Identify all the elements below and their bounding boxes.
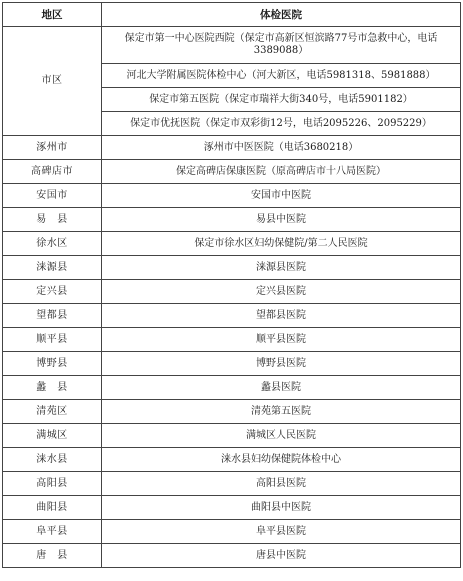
table-row [3,160,461,184]
region-cell: 高阳县 [3,472,102,496]
region-cell: 唐 县 [3,544,102,568]
hospital-cell: 保定高碑店保康医院（原高碑店市十八局医院） [102,160,461,184]
region-cell: 涞水县 [3,448,102,472]
table-row [3,232,461,256]
table-row [3,448,461,472]
table-row [3,136,461,160]
table-row [3,472,461,496]
hospital-cell: 望都县医院 [102,304,461,328]
region-cell: 易 县 [3,208,102,232]
hospital-cell: 安国市中医院 [102,184,461,208]
hospital-table [2,2,461,568]
hospital-cell: 涿州市中医医院（电话3680218） [102,136,461,160]
hospital-cell: 定兴县医院 [102,280,461,304]
table-row [3,280,461,304]
hospital-cell: 博野县医院 [102,352,461,376]
table-row [3,208,461,232]
hospital-cell: 蠡县医院 [102,376,461,400]
region-cell: 曲阳县 [3,496,102,520]
region-cell: 博野县 [3,352,102,376]
table-row [3,184,461,208]
region-cell: 定兴县 [3,280,102,304]
region-cell: 顺平县 [3,328,102,352]
hospital-cell: 唐县中医院 [102,544,461,568]
hospital-cell: 阜平县医院 [102,520,461,544]
table-row [3,496,461,520]
region-cell: 涿州市 [3,136,102,160]
hospital-cell: 清苑第五医院 [102,400,461,424]
region-cell: 满城区 [3,424,102,448]
region-cell: 蠡 县 [3,376,102,400]
hospital-cell: 保定市优抚医院（保定市双彩街12号，电话2095226、2095229） [102,112,461,136]
header-hospital: 体检医院 [102,3,461,27]
hospital-cell: 保定市第五医院（保定市瑞祥大街340号，电话5901182） [102,88,461,112]
table-row [3,400,461,424]
table-row [3,256,461,280]
region-cell: 高碑店市 [3,160,102,184]
hospital-cell: 高阳县医院 [102,472,461,496]
region-cell: 涞源县 [3,256,102,280]
table-row [3,352,461,376]
table-header-row [3,3,461,27]
table-row [3,304,461,328]
hospital-cell: 河北大学附属医院体检中心（河大新区，电话5981318、5981888） [102,64,461,88]
header-region: 地区 [3,3,102,27]
hospital-cell: 易县中医院 [102,208,461,232]
hospital-cell: 保定市徐水区妇幼保健院/第二人民医院 [102,232,461,256]
table-row [3,520,461,544]
hospital-cell: 顺平县医院 [102,328,461,352]
hospital-cell: 涞源县医院 [102,256,461,280]
region-cell: 安国市 [3,184,102,208]
hospital-cell: 满城区人民医院 [102,424,461,448]
region-cell: 市区 [3,27,102,136]
region-cell: 徐水区 [3,232,102,256]
hospital-cell: 曲阳县中医院 [102,496,461,520]
table-row [3,27,461,64]
hospital-cell: 保定市第一中心医院西院（保定市高新区恒滨路77号市急救中心，电话3389088） [102,27,461,64]
hospital-cell: 涞水县妇幼保健院体检中心 [102,448,461,472]
region-cell: 清苑区 [3,400,102,424]
table-row [3,328,461,352]
table-row [3,376,461,400]
table-row [3,424,461,448]
region-cell: 阜平县 [3,520,102,544]
table-row [3,544,461,568]
region-cell: 望都县 [3,304,102,328]
